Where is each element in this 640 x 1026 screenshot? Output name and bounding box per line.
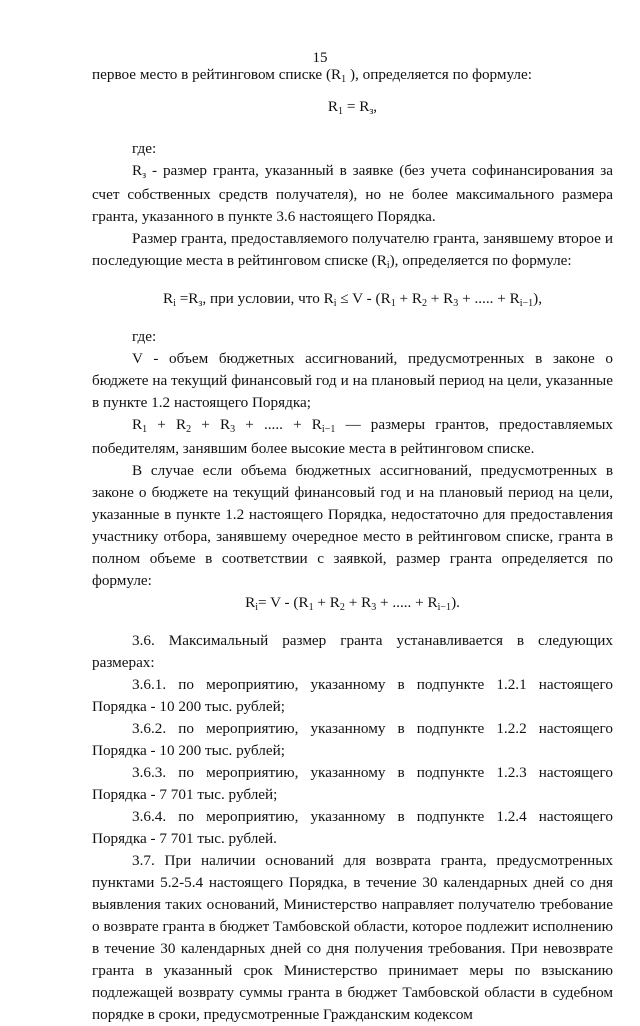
text: + R (191, 416, 231, 433)
subscript: i (333, 298, 337, 309)
subscript: з (369, 106, 374, 117)
paragraph-3-6-2: 3.6.2. по мероприятию, указанному в подпункте 1.2.2 настоящего Порядка - 10 200 тыс. рублей; (92, 720, 613, 759)
subscript: 1 (390, 298, 396, 309)
text: R (162, 290, 174, 307)
text: + R (395, 290, 422, 307)
formula-ri (92, 288, 613, 312)
paragraph-3-6-3: 3.6.3. по мероприятию, указанному в подпункте 1.2.3 настоящего Порядка - 7 701 тыс. рублей; (92, 764, 613, 803)
subscript: i (386, 260, 390, 271)
document-body (92, 64, 613, 1026)
v-definition: V - объем бюджетных ассигнований, предусмотренных в законе о бюджете на текущий финансовый год и на плановый период на цели, указанные в пункте 1.2 настоящего Порядка; (92, 350, 613, 411)
subscript: 3 (371, 602, 377, 613)
subscript: i (255, 602, 258, 613)
sum-definition (92, 414, 613, 460)
paragraph-3-6: 3.6. Максимальный размер гранта устанавливается в следующих размерах: (92, 632, 613, 671)
formula-r1 (92, 96, 613, 120)
rz-definition (92, 160, 613, 228)
subscript: i−1 (321, 424, 336, 435)
text: R (245, 594, 256, 611)
text: ), определяется по формуле: (389, 252, 572, 269)
paragraph-3-6-4: 3.6.4. по мероприятию, указанному в подпункте 1.2.4 настоящего Порядка - 7 701 тыс. рублей. (92, 808, 613, 847)
text: R (132, 162, 143, 179)
text: - размер гранта, указанный в заявке (без учета софинансирования за счет собственных средств получателя), но не более максимального размера гранта, указанного в пункте 3.6 настоящего Порядка. (92, 162, 613, 225)
text: R (132, 416, 143, 433)
text: =R (175, 290, 199, 307)
text: = R (343, 98, 370, 115)
paragraph-3-6-1: 3.6.1. по мероприятию, указанному в подпункте 1.2.1 настоящего Порядка - 10 200 тыс. рублей; (92, 676, 613, 715)
text: ), определяется по формуле: (346, 66, 532, 83)
subscript: i−1 (437, 602, 452, 613)
text: первое место в рейтинговом списке (R (92, 66, 342, 83)
subscript: 2 (186, 424, 192, 435)
text: + ..... + R (458, 290, 520, 307)
text: — размеры грантов, предоставляемых победителям, занявшим более высокие места в рейтинговом списке. (92, 416, 613, 457)
text: + R (344, 594, 372, 611)
text: ). (451, 594, 460, 611)
where-label-1: где: (132, 140, 157, 157)
subscript: i−1 (519, 298, 534, 309)
subscript: i (173, 298, 176, 309)
subscript: з (142, 170, 147, 181)
text: = V - (R (257, 594, 309, 611)
subscript: 2 (422, 298, 427, 309)
text: + R (313, 594, 340, 611)
text: Размер гранта, предоставляемого получателю гранта, занявшему второе и последующие места в рейтинговом списке (R (92, 230, 613, 269)
subscript: 1 (338, 106, 344, 117)
paragraph-insufficient-funds: В случае если объема бюджетных ассигнований, предусмотренных в законе о бюджете на текущий финансовый год и на плановый период на цели, указанные в пункте 1.2 настоящего Порядка, недостаточно для предоставления участнику отбора, занявшему очередное место в рейтинговом списке, гранта в полном объеме в соответствии с заявкой, размер гранта определяется по формуле: (92, 462, 613, 589)
paragraph-second-place (92, 228, 613, 274)
intro-line (92, 64, 613, 88)
subscript: 3 (453, 298, 459, 309)
subscript: 1 (341, 74, 347, 85)
text: + R (427, 290, 454, 307)
subscript: 2 (339, 602, 345, 613)
subscript: 1 (142, 424, 148, 435)
text: + ..... + R (376, 594, 438, 611)
text: , (373, 98, 378, 115)
where-label-2: где: (132, 328, 157, 345)
paragraph-3-7: 3.7. При наличии оснований для возврата гранта, предусмотренных пунктами 5.2-5.4 настоящего Порядка, в течение 30 календарных дней со дня выявления таких оснований, Министерство направляет получателю требование о возврате гранта в бюджет Тамбовской области, которое подлежит исполнению в течение 30 календарных дней со дня получения требования. При невозврате гранта в указанный срок Министерство принимает меры по взысканию подлежащей возврату суммы гранта в бюджет Тамбовской области в судебном порядке в сроки, предусмотренные Гражданским кодексом (92, 852, 613, 1023)
text: + R (147, 416, 187, 433)
text: , при условии, что R (202, 290, 334, 307)
text: R (327, 98, 339, 115)
formula-ri-remaining (92, 592, 613, 616)
subscript: 1 (308, 602, 314, 613)
subscript: з (198, 298, 203, 309)
text: + ..... + R (235, 416, 322, 433)
text: ), (533, 290, 543, 307)
page-number: 15 (312, 50, 328, 66)
subscript: 3 (230, 424, 236, 435)
text: ≤ V - (R (336, 290, 391, 307)
